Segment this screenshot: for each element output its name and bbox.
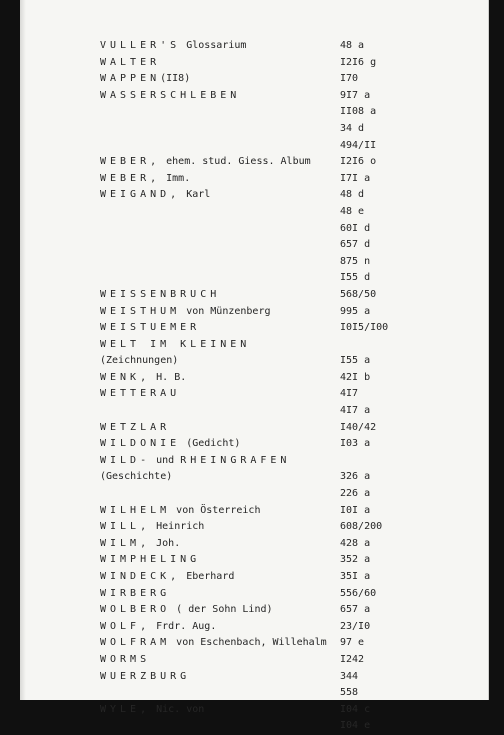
catalog-entry (20, 569, 488, 586)
entry-heading (100, 287, 220, 304)
catalog-entry (20, 154, 488, 171)
catalog-entry (20, 38, 488, 55)
entry-keyword: WOLBERO (100, 604, 171, 616)
catalog-entry (20, 55, 488, 72)
entry-keyword: WORMS (100, 653, 151, 665)
entry-keyword: WAPPEN (100, 73, 161, 85)
entry-keyword: WEBER, (100, 156, 161, 168)
entry-reference: I70 (340, 73, 359, 85)
entry-reference: 558 (340, 687, 359, 699)
entry-keyword: WETZLAR (100, 421, 171, 433)
entry-reference: 568/50 (340, 288, 377, 300)
entry-reference: 556/60 (340, 587, 377, 599)
entry-qualifier: von Münzenberg (180, 305, 271, 317)
catalog-entry (20, 602, 488, 619)
entry-reference: I04 e (340, 720, 371, 732)
entry-heading (100, 536, 180, 553)
catalog-entry (20, 685, 488, 702)
entry-reference: 4I7 (340, 388, 359, 400)
entry-reference: 657 d (340, 239, 371, 251)
catalog-entry (20, 718, 488, 735)
entry-reference: 875 n (340, 255, 371, 267)
entry-heading (100, 320, 200, 337)
entry-qualifier: Karl (180, 189, 211, 201)
entry-heading (100, 337, 250, 354)
entry-heading (100, 619, 216, 636)
catalog-entry (20, 221, 488, 238)
entry-reference: 344 (340, 670, 359, 682)
entry-heading (100, 353, 178, 370)
catalog-entry (20, 71, 488, 88)
catalog-entry (20, 104, 488, 121)
entry-reference: 60I d (340, 222, 371, 234)
entry-heading (100, 635, 327, 652)
entry-reference: 428 a (340, 537, 371, 549)
entry-keyword: WENK, (100, 371, 151, 383)
entry-keyword: WEIGAND, (100, 189, 181, 201)
entry-list (20, 38, 488, 735)
entry-keyword: WASSERSCHLEBEN (100, 89, 241, 101)
entry-heading (100, 304, 270, 321)
entry-heading (100, 38, 246, 55)
entry-qualifier: (Zeichnungen) (100, 355, 179, 367)
entry-reference: 608/200 (340, 521, 383, 533)
catalog-entry (20, 304, 488, 321)
entry-reference: 657 a (340, 604, 371, 616)
catalog-entry (20, 436, 488, 453)
catalog-entry (20, 254, 488, 271)
entry-qualifier: Heinrich (150, 521, 205, 533)
catalog-entry (20, 138, 488, 155)
entry-keyword: WILL, (100, 521, 151, 533)
entry-keyword: WELT IM KLEINEN (100, 338, 251, 350)
entry-reference: I0I5/I00 (340, 322, 389, 334)
entry-reference: I03 a (340, 438, 371, 450)
entry-heading (100, 154, 311, 171)
entry-heading (100, 55, 160, 72)
entry-keyword: WETTERAU (100, 388, 181, 400)
entry-heading (100, 586, 170, 603)
entry-heading (100, 652, 150, 669)
entry-qualifier: von Eschenbach, Willehalm (170, 637, 327, 649)
entry-keyword: WEBER, (100, 172, 161, 184)
entry-reference: 494/II (340, 139, 377, 151)
entry-reference: 226 a (340, 488, 371, 500)
entry-reference: 35I a (340, 571, 371, 582)
entry-heading (100, 519, 204, 536)
entry-heading (100, 88, 240, 105)
entry-reference: 9I7 a (340, 89, 371, 101)
entry-reference: 42I b (340, 371, 371, 383)
entry-keyword: WILM, (100, 537, 151, 549)
catalog-entry (20, 652, 488, 669)
catalog-entry (20, 519, 488, 536)
catalog-entry (20, 171, 488, 188)
catalog-entry (20, 635, 488, 652)
catalog-entry (20, 486, 488, 503)
entry-qualifier: Nic. von (150, 703, 205, 715)
entry-keyword: WIRBERG (100, 587, 171, 599)
entry-reference: 48 d (340, 189, 365, 201)
entry-keyword: WALTER (100, 56, 161, 68)
entry-reference: 352 a (340, 554, 371, 566)
entry-reference: 34 d (340, 122, 365, 134)
entry-keyword: WEISSENBRUCH (100, 288, 221, 300)
catalog-entry (20, 320, 488, 337)
entry-qualifier: (II8) (160, 73, 191, 85)
entry-qualifier: und (150, 454, 181, 466)
entry-reference: II08 a (340, 106, 377, 118)
catalog-page (20, 0, 489, 732)
catalog-entry (20, 353, 488, 370)
entry-heading (100, 569, 234, 586)
entry-keyword: WILD- (100, 454, 151, 466)
catalog-entry (20, 187, 488, 204)
entry-heading (100, 503, 260, 520)
entry-heading (100, 469, 172, 486)
entry-reference: I0I a (340, 504, 371, 516)
entry-reference: I40/42 (340, 421, 377, 433)
entry-heading (100, 420, 170, 437)
entry-reference: I2I6 o (340, 156, 377, 168)
entry-heading (100, 602, 273, 619)
entry-reference: I04 c (340, 703, 371, 715)
catalog-entry (20, 337, 488, 354)
entry-heading (100, 370, 186, 387)
catalog-entry (20, 270, 488, 287)
entry-reference: 995 a (340, 305, 371, 317)
catalog-entry (20, 453, 488, 470)
entry-reference: I242 (340, 653, 365, 665)
entry-reference: 326 a (340, 471, 371, 483)
catalog-entry (20, 552, 488, 569)
entry-qualifier: ( der Sohn Lind) (170, 604, 273, 616)
catalog-entry (20, 204, 488, 221)
entry-qualifier: H. B. (150, 371, 187, 383)
entry-qualifier: ehem. stud. Giess. Album (160, 156, 311, 168)
entry-reference: 48 a (340, 40, 365, 51)
entry-reference: 23/I0 (340, 620, 371, 632)
entry-heading (100, 187, 210, 204)
entry-keyword: WILDONIE (100, 438, 181, 450)
catalog-entry (20, 403, 488, 420)
entry-qualifier: Frdr. Aug. (150, 620, 217, 632)
entry-heading (100, 702, 204, 719)
catalog-entry (20, 702, 488, 719)
entry-keyword: WYLE, (100, 703, 151, 715)
catalog-entry (20, 370, 488, 387)
catalog-entry (20, 88, 488, 105)
entry-reference: 97 e (340, 637, 365, 649)
entry-keyword-secondary: RHEINGRAFEN (180, 454, 291, 466)
entry-heading (100, 386, 180, 403)
entry-heading (100, 71, 190, 88)
entry-heading (100, 453, 290, 470)
entry-reference: 4I7 a (340, 405, 371, 417)
entry-reference: I2I6 g (340, 56, 377, 68)
entry-qualifier: Joh. (150, 537, 181, 549)
entry-keyword: WEISTUEMER (100, 322, 201, 334)
entry-keyword: WINDECK, (100, 571, 181, 582)
catalog-entry (20, 237, 488, 254)
entry-reference: 48 e (340, 205, 365, 217)
entry-heading (100, 552, 200, 569)
catalog-entry (20, 386, 488, 403)
catalog-entry (20, 287, 488, 304)
entry-keyword: WIMPHELING (100, 554, 201, 566)
entry-reference: I55 a (340, 355, 371, 367)
entry-keyword: WOLFRAM (100, 637, 171, 649)
entry-reference: I7I a (340, 172, 371, 184)
catalog-entry (20, 121, 488, 138)
catalog-entry (20, 619, 488, 636)
entry-qualifier: (Geschichte) (100, 471, 173, 483)
catalog-entry (20, 420, 488, 437)
entry-qualifier: Glossarium (180, 40, 247, 51)
entry-qualifier: Eberhard (180, 571, 235, 582)
entry-heading (100, 669, 190, 686)
entry-keyword: WOLF, (100, 620, 151, 632)
catalog-entry (20, 503, 488, 520)
catalog-entry (20, 586, 488, 603)
catalog-entry (20, 469, 488, 486)
catalog-entry (20, 669, 488, 686)
entry-keyword: WEISTHUM (100, 305, 181, 317)
entry-qualifier: Imm. (160, 172, 191, 184)
catalog-entry (20, 536, 488, 553)
entry-qualifier: (Gedicht) (180, 438, 241, 450)
entry-heading (100, 171, 190, 188)
entry-keyword: VULLER'S (100, 40, 181, 51)
entry-reference: I55 d (340, 272, 371, 284)
entry-keyword: WUERZBURG (100, 670, 191, 682)
entry-heading (100, 436, 240, 453)
entry-qualifier: von Österreich (170, 504, 261, 516)
entry-keyword: WILHELM (100, 504, 171, 516)
